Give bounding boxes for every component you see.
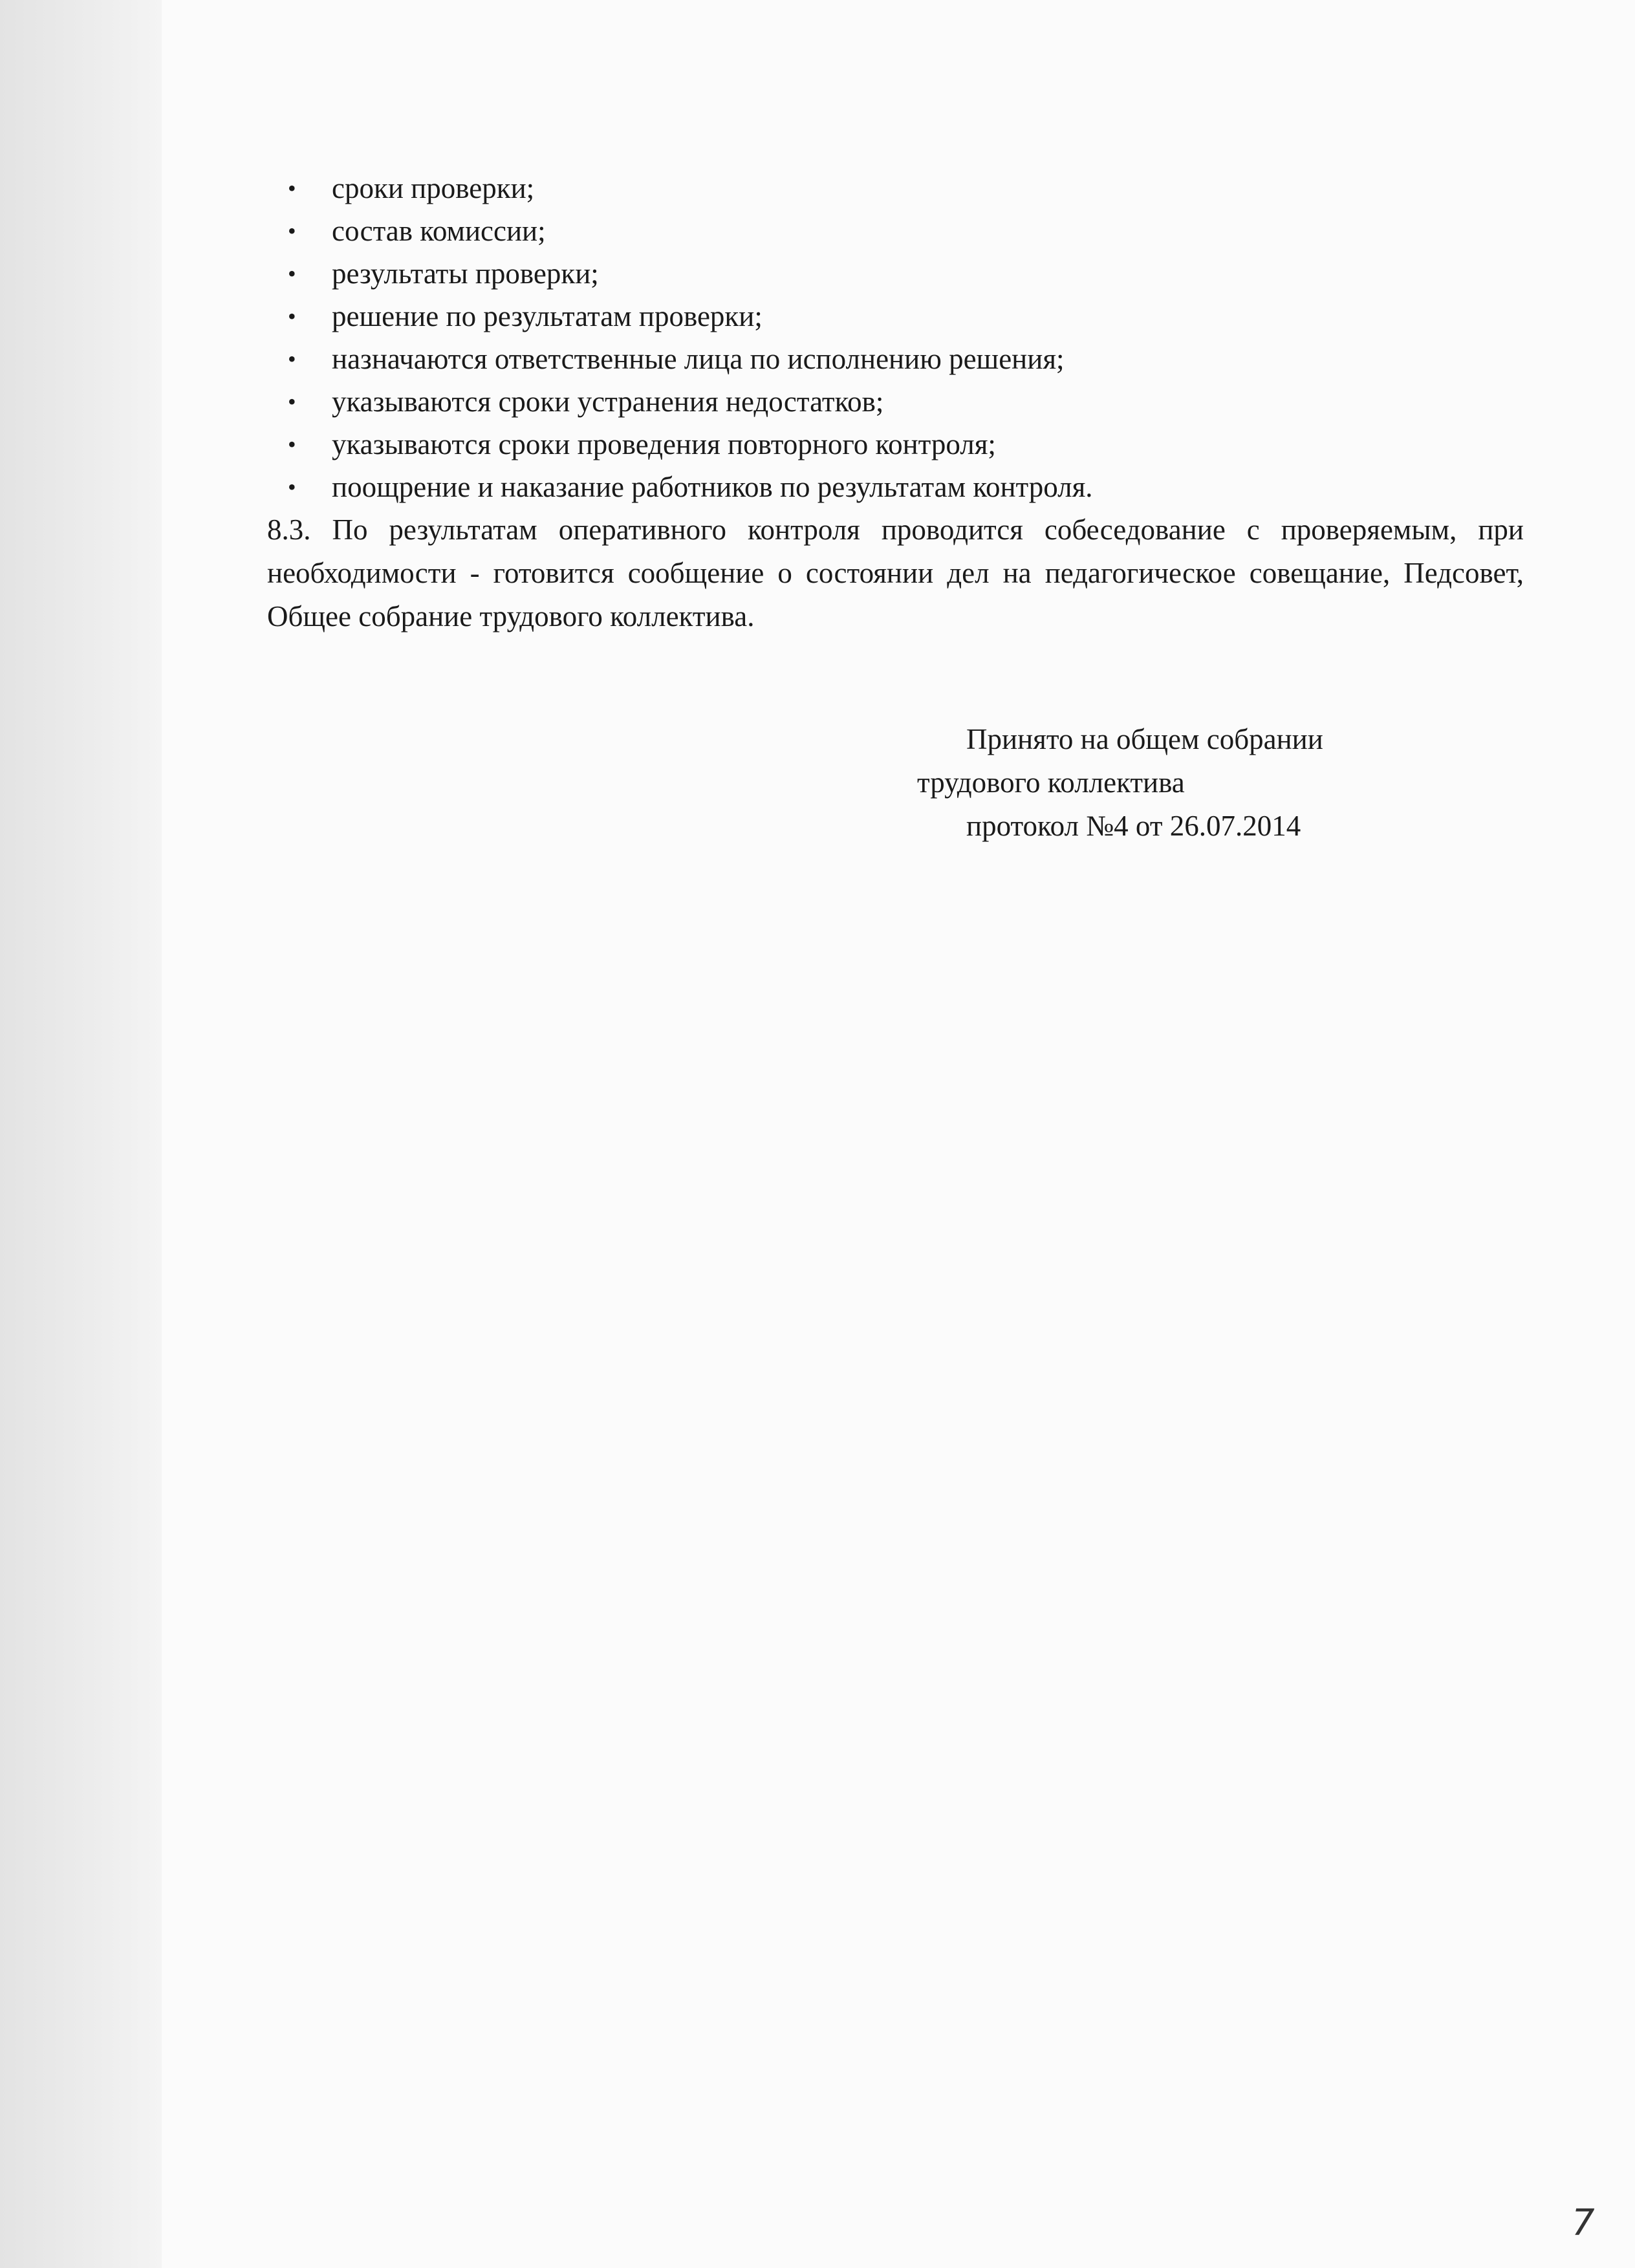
bullet-icon: • — [288, 389, 296, 415]
bullet-icon: • — [288, 431, 296, 457]
list-item — [267, 423, 1524, 466]
scan-edge-shadow — [0, 0, 162, 2268]
list-item — [267, 338, 1524, 380]
list-item-text: назначаются ответственные лица по исполнению решения; — [332, 343, 1065, 375]
list-item — [267, 466, 1524, 508]
bullet-icon: • — [288, 346, 296, 372]
list-item-text: указываются сроки проведения повторного контроля; — [332, 428, 996, 460]
bullet-icon: • — [288, 474, 296, 500]
list-item-text: указываются сроки устранения недостатков; — [332, 385, 884, 418]
list-item-text: результаты проверки; — [332, 257, 599, 290]
bullet-icon: • — [288, 303, 296, 329]
control-results-list — [267, 167, 1524, 508]
section-8-3-paragraph: 8.3. По результатам оперативного контроля проводится собеседование с проверяемым, при необходимости - готовится сообщение о состоянии дел на педагогическое совещание, Педсовет, Общее собрание трудового коллектива. — [267, 513, 1524, 632]
list-item — [267, 167, 1524, 210]
list-item-text: поощрение и наказание работников по результатам контроля. — [332, 471, 1093, 503]
page-number: 7 — [1572, 2202, 1595, 2244]
approval-note — [917, 718, 1323, 848]
document-content — [267, 167, 1524, 638]
bullet-icon: • — [288, 218, 296, 244]
list-item-text: состав комиссии; — [332, 215, 546, 247]
list-item — [267, 210, 1524, 252]
list-item — [267, 295, 1524, 338]
list-item-text: сроки проверки; — [332, 172, 535, 204]
list-item-text: решение по результатам проверки; — [332, 300, 763, 332]
list-item — [267, 252, 1524, 295]
approval-line-2: трудового коллектива — [917, 766, 1185, 799]
list-item — [267, 380, 1524, 423]
bullet-icon: • — [288, 261, 296, 286]
approval-line-1: Принято на общем собрании — [966, 723, 1323, 755]
approval-line-3: протокол №4 от 26.07.2014 — [966, 810, 1301, 842]
bullet-icon: • — [288, 175, 296, 201]
